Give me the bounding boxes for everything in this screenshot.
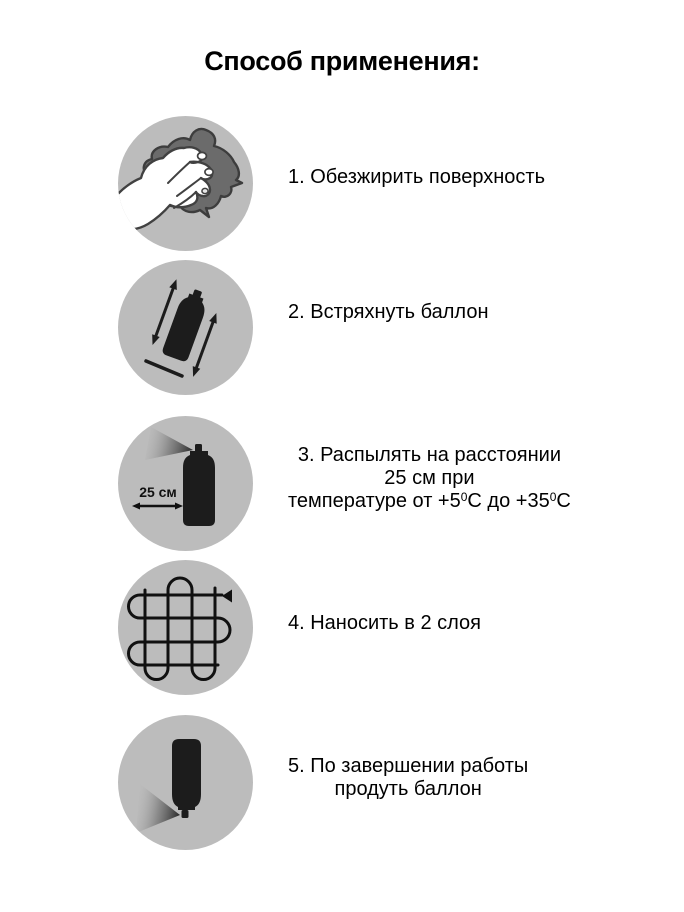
hand-wipe-icon [118, 116, 253, 251]
step1-text: 1. Обезжирить поверхность [288, 166, 545, 188]
step3-line2: 25 см при [384, 467, 475, 489]
apply-pattern-icon [118, 560, 253, 695]
degree-superscript: 0 [460, 490, 468, 504]
step3-text [288, 444, 571, 513]
step4-circle [118, 560, 253, 695]
step3-line1: 3. Распылять на расстоянии [297, 444, 561, 466]
step5-line2: продуть баллон [334, 778, 482, 800]
step2-text: 2. Встряхнуть баллон [288, 301, 489, 323]
shake-can-icon [118, 260, 253, 395]
distance-label: 25 см [139, 484, 177, 500]
step5-text [288, 755, 528, 801]
step1-circle [118, 116, 253, 251]
step5-circle [118, 715, 253, 850]
step5-line1: 5. По завершении работы [288, 755, 529, 777]
purge-can-icon [118, 715, 253, 850]
degree-superscript: 0 [549, 490, 557, 504]
step3-circle [118, 416, 253, 551]
page-title: Способ применения: [204, 46, 480, 76]
spray-distance-icon [118, 416, 253, 551]
step3-line3: температуре от $+5^0С$ до $+35^0С$ [288, 490, 571, 512]
step4-text: 4. Наносить в 2 слоя [288, 612, 481, 634]
step2-circle [118, 260, 253, 395]
